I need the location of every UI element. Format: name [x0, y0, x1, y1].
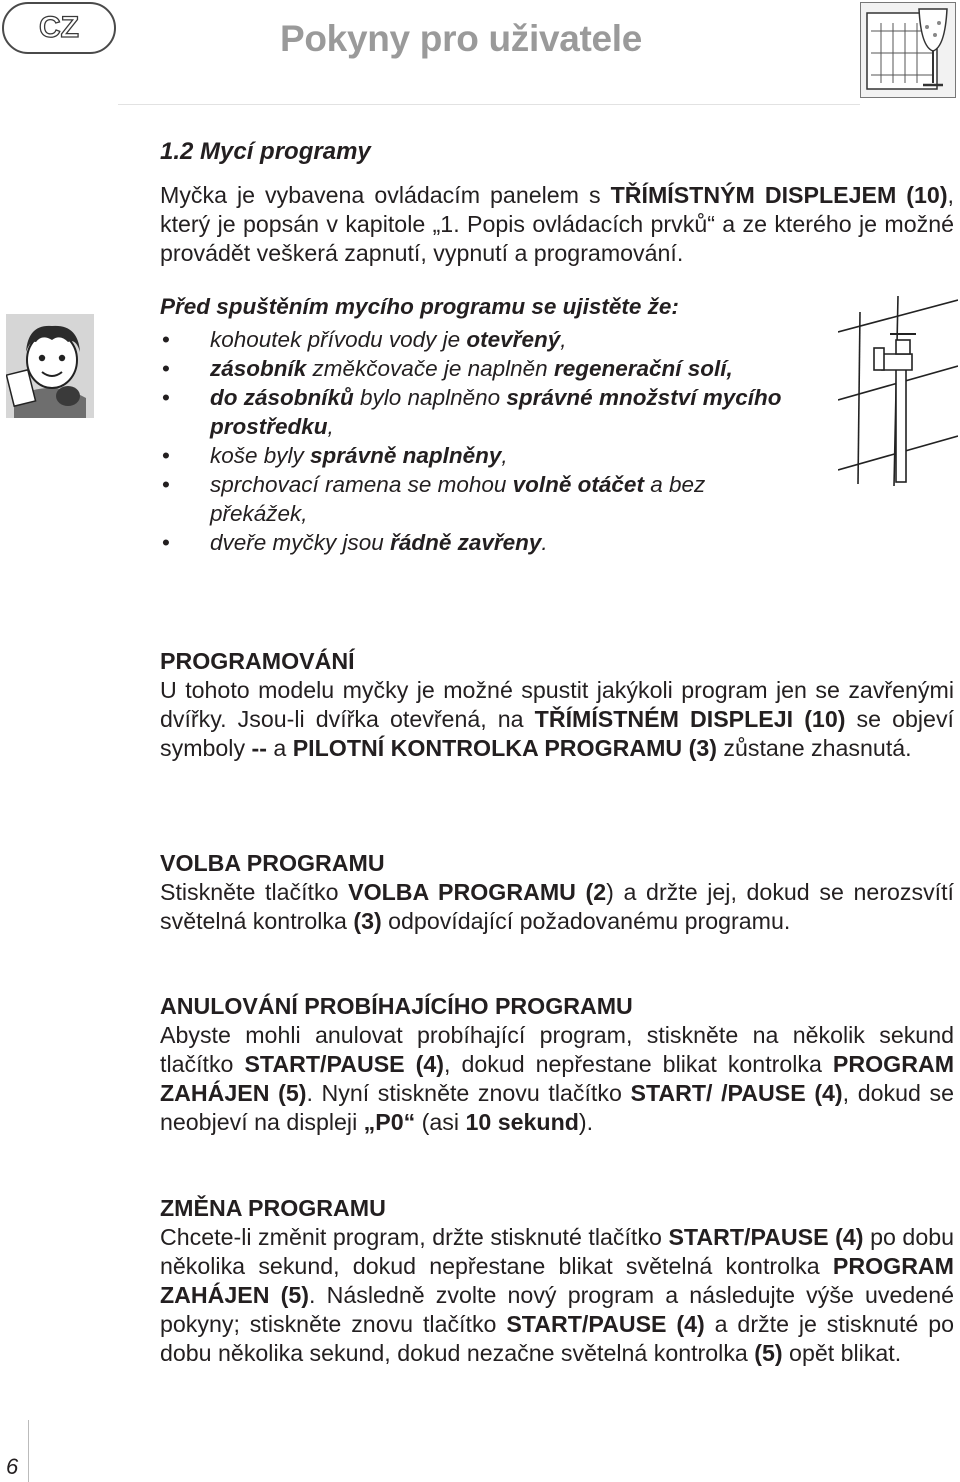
run-text: , dokud se neobjeví na displeji: [160, 1080, 955, 1135]
item-emphasis: správné množství mycího prostředku: [210, 385, 782, 439]
intro-paragraph: [160, 181, 954, 268]
item-text: ,: [327, 414, 334, 439]
change-program-paragraph: [160, 1223, 954, 1368]
run-emphasis: START/PAUSE (4): [244, 1051, 444, 1077]
item-text: .: [541, 530, 548, 555]
page-title: Pokyny pro uživatele: [280, 18, 643, 59]
run-text: a: [266, 735, 293, 761]
item-emphasis: volně otáčet: [512, 472, 644, 497]
run-text: zůstane zhasnutá.: [716, 735, 912, 761]
run-emphasis: „P0“: [363, 1109, 416, 1135]
dishwasher-wineglass-icon: [860, 2, 956, 98]
item-emphasis: zásobník: [210, 356, 307, 381]
run-emphasis: --: [251, 735, 267, 761]
checklist-item: [160, 470, 800, 528]
page-number: 6: [6, 1454, 19, 1479]
item-emphasis: regenerační solí,: [553, 356, 733, 381]
program-selection-paragraph: [160, 878, 954, 936]
item-text: sprchovací ramena se mohou: [210, 472, 513, 497]
run-text: . Nyní stiskněte znovu tlačítko: [306, 1080, 631, 1106]
item-text: koše byly: [210, 443, 311, 468]
program-selection-heading: VOLBA PROGRAMU: [160, 850, 385, 876]
run-emphasis: (5): [754, 1340, 783, 1366]
programming-heading: PROGRAMOVÁNÍ: [160, 648, 355, 674]
bullet: •: [162, 472, 170, 497]
item-emphasis: správně naplněny: [310, 443, 502, 468]
checklist: [160, 325, 800, 557]
checklist-item: [160, 354, 800, 383]
run-emphasis: 10 sekund: [465, 1109, 579, 1135]
run-emphasis: TŘÍMÍSTNÉM DISPLEJI (10): [534, 706, 846, 732]
item-emphasis: otevřený: [466, 327, 561, 352]
change-program-heading: ZMĚNA PROGRAMU: [160, 1195, 386, 1221]
item-emphasis: řádně zavřeny: [390, 530, 542, 555]
run-emphasis: PROGRAM ZAHÁJEN (5): [160, 1051, 955, 1106]
run-text: opět blikat.: [782, 1340, 902, 1366]
run-emphasis: VOLBA PROGRAMU (2: [348, 879, 607, 905]
run-text: Myčka je vybavena ovládacím panelem s: [160, 182, 611, 208]
run-text: ).: [578, 1109, 594, 1135]
item-emphasis: do zásobníků: [210, 385, 354, 410]
programming-paragraph: [160, 676, 954, 763]
bullet: •: [162, 356, 170, 381]
run-text: , dokud nepřestane blikat kontrolka: [444, 1051, 833, 1077]
run-emphasis: PILOTNÍ KONTROLKA PROGRAMU (3): [292, 735, 717, 761]
run-text: (asi: [415, 1109, 466, 1135]
run-emphasis: START/PAUSE (4): [668, 1224, 864, 1250]
run-emphasis: TŘÍMÍSTNÝM DISPLEJEM (10): [610, 182, 948, 208]
section-title: 1.2 Mycí programy: [160, 138, 371, 165]
bullet: •: [162, 327, 170, 352]
footer-divider: [28, 1420, 29, 1482]
water-tap-icon: [838, 292, 958, 488]
run-text: Abyste mohli anulovat probíhající program, stiskněte na několik sekund tlačítko: [160, 1022, 954, 1077]
run-text: se objeví symboly: [160, 706, 954, 761]
run-emphasis: START/ /PAUSE (4): [630, 1080, 843, 1106]
run-emphasis: (3): [353, 908, 382, 934]
run-emphasis: START/PAUSE (4): [506, 1311, 705, 1337]
run-emphasis: PROGRAM ZAHÁJEN (5): [160, 1253, 954, 1308]
item-text: dveře myčky jsou: [210, 530, 391, 555]
checklist-item: [160, 325, 800, 354]
bullet: •: [162, 385, 170, 410]
header-divider: [118, 104, 860, 105]
item-text: kohoutek přívodu vody je: [210, 327, 467, 352]
run-text: odpovídající požadovanému programu.: [381, 908, 791, 934]
run-text: U tohoto modelu myčky je možné spustit jakýkoli program jen se zavřenými dvířky. Jsou-li dvířka otevřená, na: [160, 677, 954, 732]
item-text: bylo naplněno: [353, 385, 507, 410]
run-text: , který je popsán v kapitole „1. Popis ovládacích prvků“ a ze kterého je možné provádět veškerá zapnutí, vypnutí a programování.: [160, 182, 954, 266]
run-text: . Následně zvolte nový program a následujte výše uvedené pokyny; stiskněte znovu tlačítko: [160, 1282, 954, 1337]
language-badge: CZ: [2, 2, 116, 54]
mascot-reading-icon: [6, 314, 94, 418]
item-text: ,: [560, 327, 567, 352]
checklist-title: Před spuštěním mycího programu se ujistěte že:: [160, 294, 679, 319]
cancel-program-paragraph: [160, 1021, 954, 1137]
cancel-program-heading: ANULOVÁNÍ PROBÍHAJÍCÍHO PROGRAMU: [160, 993, 633, 1019]
item-text: ,: [501, 443, 508, 468]
run-text: ) a držte jej, dokud se nerozsvítí světelná kontrolka: [160, 879, 954, 934]
checklist-item: [160, 528, 800, 557]
checklist-item: [160, 441, 800, 470]
run-text: a držte je stisknuté po dobu několika sekund, dokud nezačne světelná kontrolka: [160, 1311, 954, 1366]
run-text: Stiskněte tlačítko: [160, 879, 349, 905]
bullet: •: [162, 443, 170, 468]
item-text: a bez překážek,: [210, 472, 706, 526]
checklist-item: [160, 383, 800, 441]
bullet: •: [162, 530, 170, 555]
run-text: Chcete-li změnit program, držte stisknuté tlačítko: [160, 1224, 669, 1250]
run-text: po dobu několika sekund, dokud nepřestane blikat světelná kontrolka: [160, 1224, 955, 1279]
item-text: změkčovače je naplněn: [306, 356, 554, 381]
